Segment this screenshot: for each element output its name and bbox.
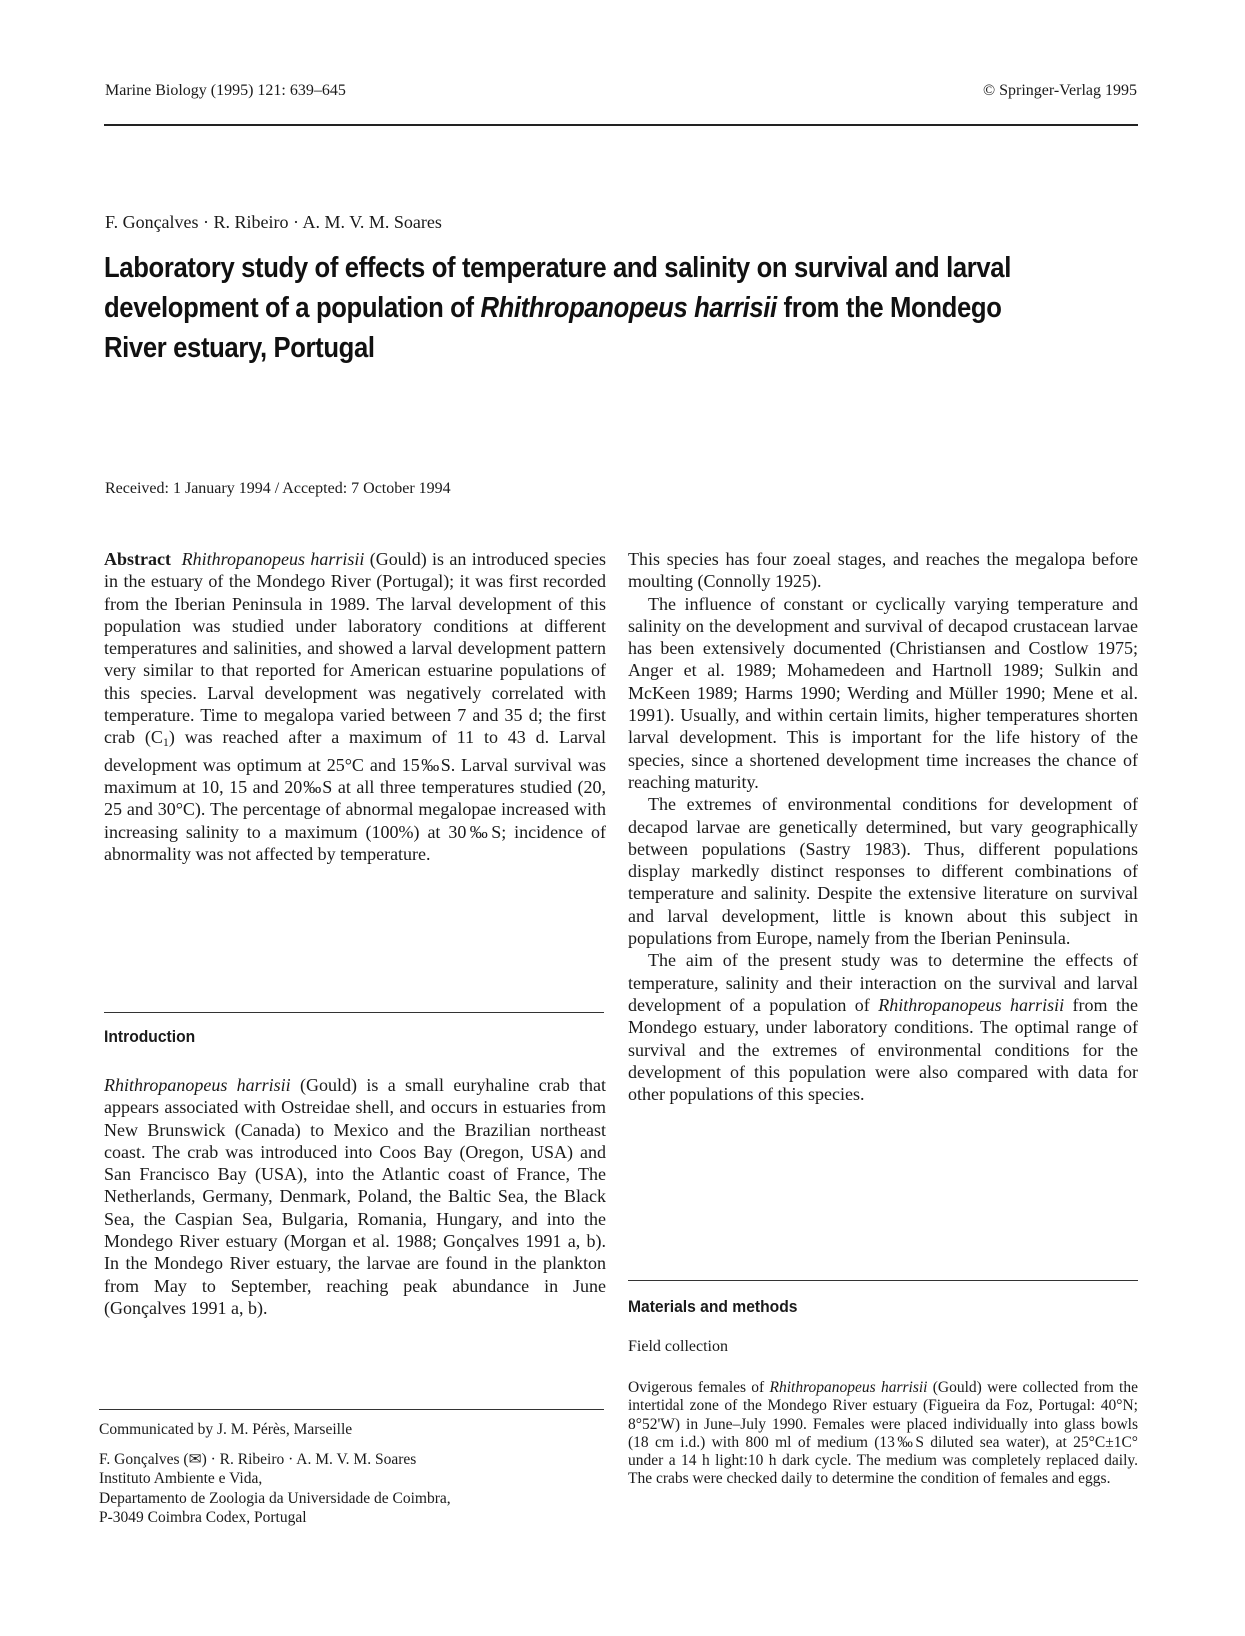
intro-paragraph-1-continued: This species has four zoeal stages, and reaches the megalopa before moulting (Connolly 1925). [628,549,1138,592]
footnote-authors: F. Gonçalves (✉) · R. Ribeiro · A. M. V. M. Soares [99,1450,417,1468]
methods-heading: Materials and methods [628,1297,798,1316]
introduction-continued [628,548,1138,1105]
institution-line-1: Instituto Ambiente e Vida, [99,1470,263,1487]
abstract-subscript: 1 [162,735,169,750]
methods-species: Rhithropanopeus harrisii [769,1379,928,1396]
abstract-text-1: (Gould) is an introduced species in the estuary of the Mondego River (Portugal); it was first recorded from the Iberian Peninsula in 1989. The larval development of this population was studied under laboratory conditions at different temperatures and salinities, and showed a larval development pattern very similar to that reported for American estuarine populations of this species. Larval development was negatively correlated with temperature. Time to megalopa varied between 7 and 35 d; the first crab (C [104,549,606,748]
footnote [99,1420,451,1528]
introduction-heading: Introduction [104,1027,196,1046]
abstract-species: Rhithropanopeus harrisii [181,549,365,569]
intro-species: Rhithropanopeus harrisii [104,1075,291,1095]
intro-p4-text-1: The aim of the present study was to determine the effects of temperature, salinity and their interaction on the survival and larval development of a population of [628,950,1138,1015]
received-accepted-dates: Received: 1 January 1994 / Accepted: 7 October 1994 [105,480,451,497]
introduction-paragraph-1 [104,1074,606,1319]
intro-paragraph-2: The influence of constant or cyclically varying temperature and salinity on the development and survival of decapod crustacean larvae has been extensively documented (Christiansen and Costlow 1975; Anger et al. 1989; Mohamedeen and Hartnoll 1989; Sulkin and McKeen 1989; Harms 1990; Werding and Müller 1990; Mene et al. 1991). Usually, and within certain limits, higher temperatures shorten larval development. This is important for the life history of the species, since a shortened development time increases the chance of reaching maturity. [628,593,1138,792]
methods-paragraph [628,1379,1138,1489]
title-part-1: Laboratory study of effects of temperature and salinity on survival and larval development of a population of [104,252,1011,324]
abstract-label: Abstract [104,549,171,569]
methods-text-2: (Gould) were collected from the intertidal zone of the Mondego River estuary (Figueira da Foz, Portugal: 40°N; 8°52'W) in June–July 1990. Females were placed individually into glass bowls (18 cm i.d.) with 800 ml of medium (13‰S diluted sea water), at 25°C±1C° under a 14 h light:10 h dark cycle. The medium was completely replaced daily. The crabs were checked daily to determine the condition of females and eggs. [628,1379,1138,1488]
field-collection-subheading: Field collection [628,1338,728,1355]
journal-citation: Marine Biology (1995) 121: 639–645 [105,82,346,99]
title-part-2: from the Mondego River estuary, Portugal [104,292,1002,364]
intro-paragraph-4 [628,949,1138,1105]
institution-line-2: Departamento de Zoologia da Universidade de Coimbra, [99,1489,451,1507]
author-list: F. Gonçalves · R. Ribeiro · A. M. V. M. Soares [105,212,442,232]
footnote-divider [99,1409,604,1410]
abstract-text-2: ) was reached after a maximum of 11 to 43 d. Larval development was optimum at 25°C and 15‰S. Larval survival was maximum at 10, 15 and 20‰S at all three temperatures studied (20, 25 and 30°C). The percentage of abnormal megalopae increased with increasing salinity to a maximum (100%) at 30‰S; incidence of abnormality was not affected by temperature. [104,727,606,864]
header-rule [104,124,1138,126]
intro-text-1: (Gould) is a small euryhaline crab that appears associated with Ostreidae shell, and occurs in estuaries from New Brunswick (Canada) to Mexico and the Brazilian northeast coast. The crab was introduced into Coos Bay (Oregon, USA) and San Francisco Bay (USA), into the Atlantic coast of France, The Netherlands, Germany, Denmark, Poland, the Baltic Sea, the Black Sea, the Caspian Sea, Bulgaria, Romania, Hungary, and into the Mondego River estuary (Morgan et al. 1988; Gonçalves 1991 a, b). In the Mondego River estuary, the larvae are found in the plankton from May to September, reaching peak abundance in June (Gonçalves 1991 a, b). [104,1075,606,1318]
section-divider [104,1012,604,1013]
intro-p4-species: Rhithropanopeus harrisii [878,994,1065,1015]
abstract [104,548,606,865]
title-species: Rhithropanopeus harrisii [480,292,777,324]
institution-line-3: P-3049 Coimbra Codex, Portugal [99,1509,307,1526]
intro-paragraph-3: The extremes of environmental conditions for development of decapod larvae are genetically determined, but vary geographically between populations (Sastry 1983). Thus, different populations display markedly distinct responses to different combinations of temperature and salinity. Despite the extensive literature on survival and larval development, little is known about this subject in populations from Europe, namely from the Iberian Peninsula. [628,794,1138,949]
methods-text-1: Ovigerous females of [628,1379,770,1396]
copyright-notice: © Springer-Verlag 1995 [982,82,1137,99]
section-divider [628,1280,1138,1281]
paper-title [104,248,1058,368]
communicated-by: Communicated by J. M. Pérès, Marseille [99,1421,353,1438]
intro-p4-text-2: from the Mondego estuary, under laboratory conditions. The optimal range of survival and the extremes of environmental conditions for the development of this population were also compared with data for other populations of this species. [628,994,1138,1105]
